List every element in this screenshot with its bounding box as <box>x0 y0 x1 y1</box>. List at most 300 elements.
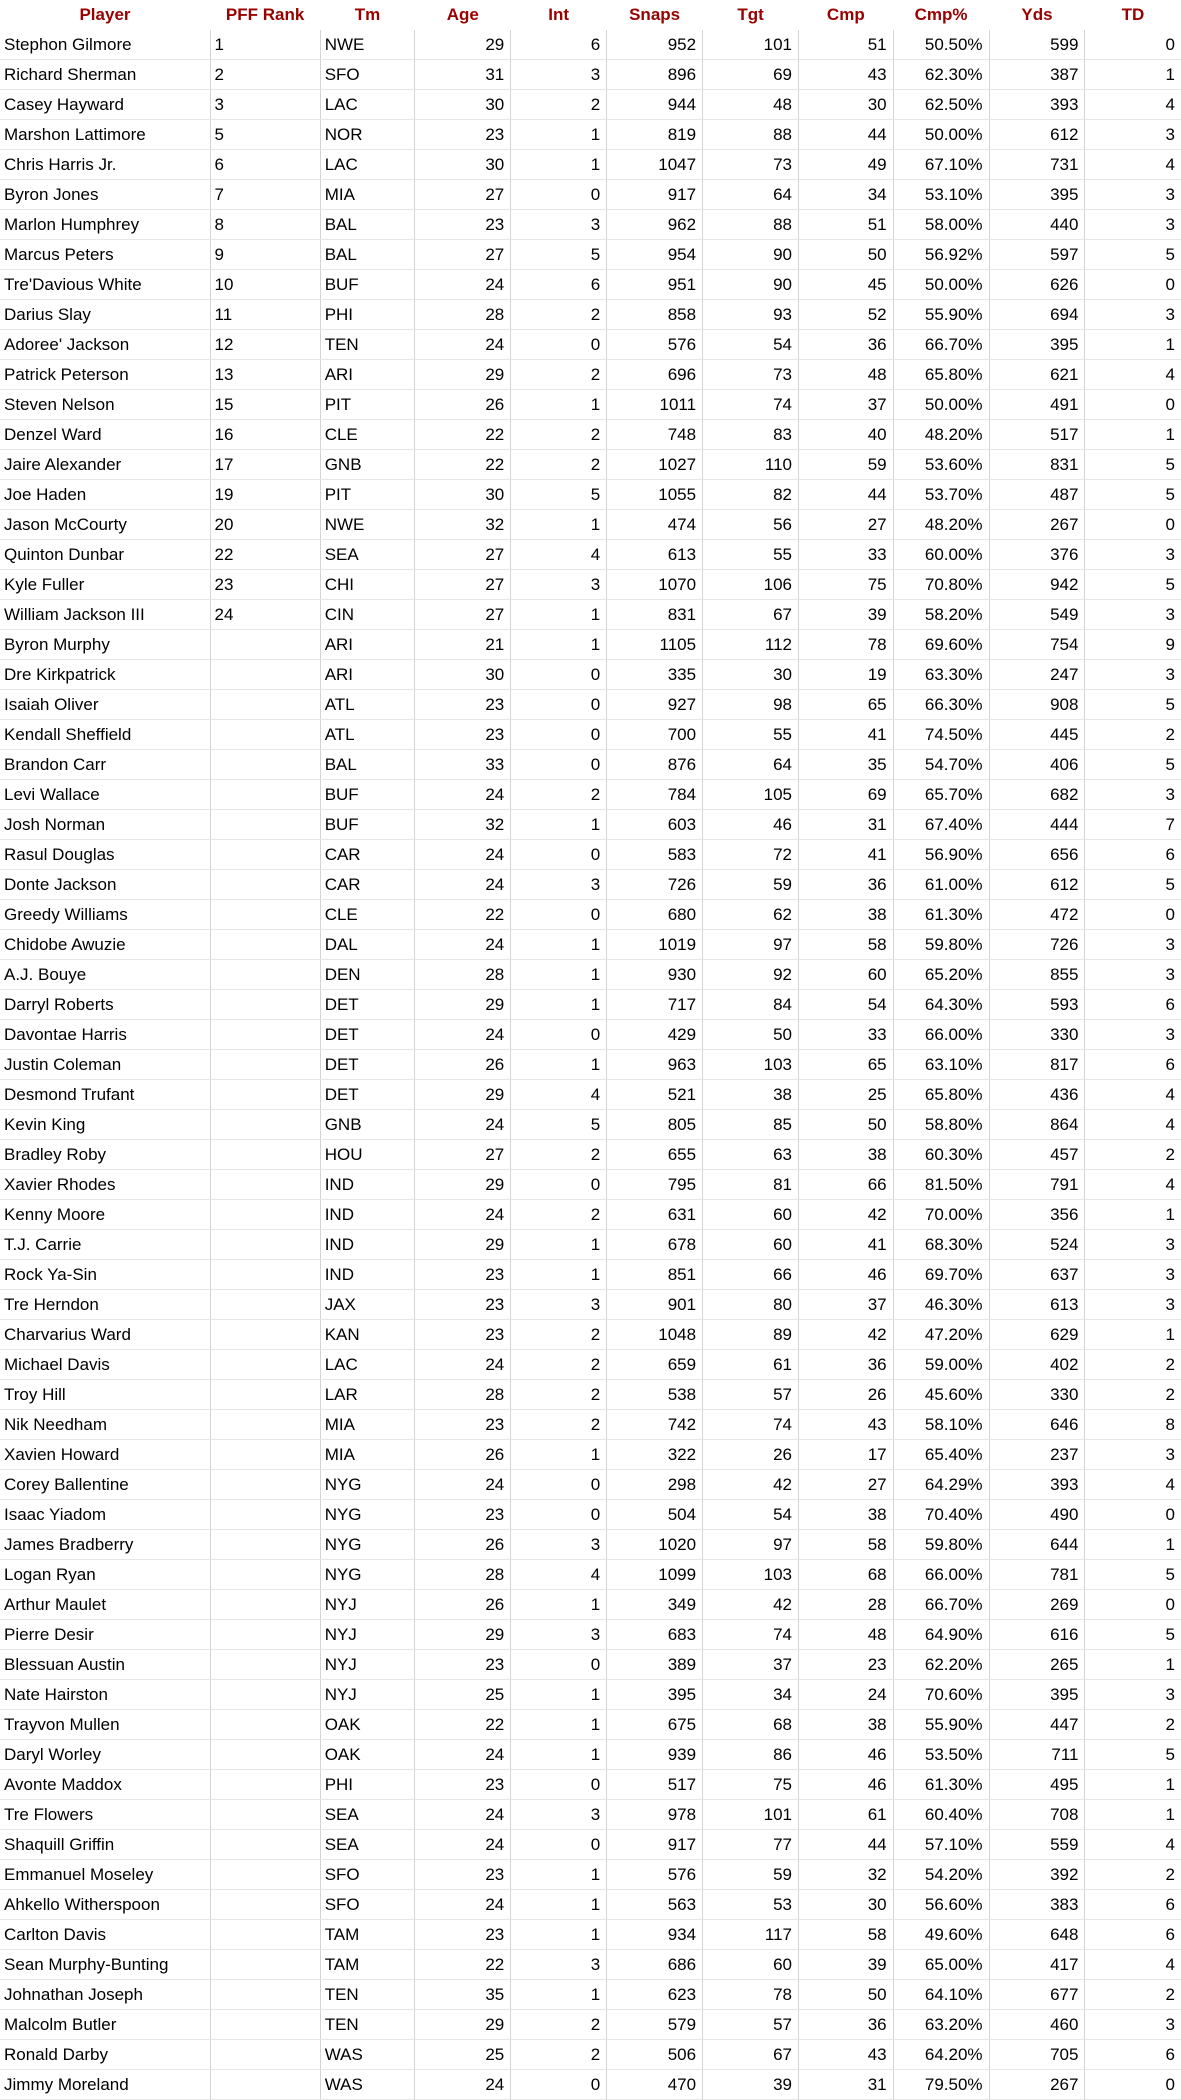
cell-cmp: 45 <box>799 270 894 300</box>
cell-int: 1 <box>511 1860 607 1890</box>
table-header <box>0 0 1181 30</box>
table-row <box>0 1650 1181 1680</box>
cell-cmp-pct: 65.80% <box>893 360 989 390</box>
cell-cmp: 36 <box>799 1350 894 1380</box>
cell-pff-rank <box>210 1410 320 1440</box>
cell-int: 0 <box>511 750 607 780</box>
cell-pff-rank: 9 <box>210 240 320 270</box>
cell-tgt: 90 <box>703 240 799 270</box>
cell-td: 1 <box>1085 1770 1181 1800</box>
cell-td: 2 <box>1085 1380 1181 1410</box>
cell-int: 1 <box>511 630 607 660</box>
cell-cmp-pct: 58.00% <box>893 210 989 240</box>
cell-cmp: 31 <box>799 810 894 840</box>
cell-team: SFO <box>320 60 415 90</box>
cell-tgt: 39 <box>703 2070 799 2100</box>
cell-cmp: 23 <box>799 1650 894 1680</box>
cell-pff-rank <box>210 900 320 930</box>
table-row <box>0 360 1181 390</box>
table-row <box>0 540 1181 570</box>
cell-team: ARI <box>320 660 415 690</box>
cell-age: 26 <box>415 1530 511 1560</box>
cell-snaps: 1055 <box>607 480 703 510</box>
cell-cmp: 48 <box>799 1620 894 1650</box>
cell-pff-rank <box>210 1110 320 1140</box>
cell-snaps: 696 <box>607 360 703 390</box>
cell-player: Shaquill Griffin <box>0 1830 210 1860</box>
cell-tgt: 56 <box>703 510 799 540</box>
cell-td: 6 <box>1085 2040 1181 2070</box>
cell-td: 4 <box>1085 360 1181 390</box>
table-row <box>0 1350 1181 1380</box>
cell-int: 0 <box>511 1470 607 1500</box>
cell-player: Patrick Peterson <box>0 360 210 390</box>
cell-yds: 549 <box>989 600 1085 630</box>
cell-cmp-pct: 74.50% <box>893 720 989 750</box>
cell-pff-rank <box>210 1230 320 1260</box>
cell-player: Isaiah Oliver <box>0 690 210 720</box>
table-row <box>0 1860 1181 1890</box>
cell-snaps: 659 <box>607 1350 703 1380</box>
cell-td: 3 <box>1085 780 1181 810</box>
table-row <box>0 30 1181 60</box>
cell-int: 1 <box>511 1590 607 1620</box>
table-row <box>0 2040 1181 2070</box>
cell-yds: 490 <box>989 1500 1085 1530</box>
cell-cmp: 58 <box>799 930 894 960</box>
cell-age: 29 <box>415 1620 511 1650</box>
cell-int: 2 <box>511 300 607 330</box>
cell-player: Dre Kirkpatrick <box>0 660 210 690</box>
cell-int: 0 <box>511 1020 607 1050</box>
table-row <box>0 2010 1181 2040</box>
cell-team: IND <box>320 1200 415 1230</box>
cell-cmp: 48 <box>799 360 894 390</box>
cell-player: Jimmy Moreland <box>0 2070 210 2100</box>
cell-age: 29 <box>415 1230 511 1260</box>
cell-tgt: 112 <box>703 630 799 660</box>
column-header-team: Tm <box>354 5 381 24</box>
cell-age: 24 <box>415 870 511 900</box>
cell-age: 25 <box>415 1680 511 1710</box>
cell-snaps: 717 <box>607 990 703 1020</box>
cell-int: 2 <box>511 780 607 810</box>
cell-yds: 656 <box>989 840 1085 870</box>
cell-td: 4 <box>1085 150 1181 180</box>
table-row <box>0 420 1181 450</box>
cell-cmp-pct: 63.30% <box>893 660 989 690</box>
cell-player: Davontae Harris <box>0 1020 210 1050</box>
cell-snaps: 678 <box>607 1230 703 1260</box>
cell-cmp: 51 <box>799 210 894 240</box>
cell-cmp-pct: 67.10% <box>893 150 989 180</box>
cell-pff-rank: 7 <box>210 180 320 210</box>
cell-pff-rank: 15 <box>210 390 320 420</box>
cell-player: Avonte Maddox <box>0 1770 210 1800</box>
cell-cmp: 50 <box>799 240 894 270</box>
cell-cmp-pct: 45.60% <box>893 1380 989 1410</box>
cell-player: Nik Needham <box>0 1410 210 1440</box>
cell-cmp: 36 <box>799 330 894 360</box>
cell-tgt: 62 <box>703 900 799 930</box>
cell-int: 1 <box>511 390 607 420</box>
cell-cmp-pct: 63.10% <box>893 1050 989 1080</box>
cell-snaps: 939 <box>607 1740 703 1770</box>
table-row <box>0 930 1181 960</box>
cell-pff-rank <box>210 1590 320 1620</box>
cell-cmp: 41 <box>799 720 894 750</box>
cell-age: 23 <box>415 1410 511 1440</box>
cell-tgt: 88 <box>703 120 799 150</box>
cell-int: 2 <box>511 2010 607 2040</box>
cell-td: 5 <box>1085 750 1181 780</box>
cell-snaps: 675 <box>607 1710 703 1740</box>
cell-yds: 694 <box>989 300 1085 330</box>
cell-pff-rank <box>210 1620 320 1650</box>
table-row <box>0 1890 1181 1920</box>
cell-yds: 559 <box>989 1830 1085 1860</box>
cell-snaps: 1099 <box>607 1560 703 1590</box>
cell-int: 1 <box>511 1890 607 1920</box>
cell-int: 0 <box>511 2070 607 2100</box>
cell-pff-rank <box>210 1980 320 2010</box>
cell-team: MIA <box>320 1410 415 1440</box>
cell-cmp-pct: 50.00% <box>893 120 989 150</box>
cell-player: Marcus Peters <box>0 240 210 270</box>
table-row <box>0 180 1181 210</box>
cell-int: 1 <box>511 510 607 540</box>
cell-player: Charvarius Ward <box>0 1320 210 1350</box>
cell-team: LAC <box>320 150 415 180</box>
cell-pff-rank <box>210 630 320 660</box>
cell-age: 24 <box>415 780 511 810</box>
cell-td: 1 <box>1085 1800 1181 1830</box>
cell-player: T.J. Carrie <box>0 1230 210 1260</box>
cell-team: ATL <box>320 720 415 750</box>
cell-tgt: 69 <box>703 60 799 90</box>
cell-cmp-pct: 54.70% <box>893 750 989 780</box>
cell-int: 0 <box>511 690 607 720</box>
table-row <box>0 630 1181 660</box>
cell-cmp: 65 <box>799 690 894 720</box>
cell-team: PHI <box>320 300 415 330</box>
cell-tgt: 59 <box>703 1860 799 1890</box>
cell-age: 35 <box>415 1980 511 2010</box>
cell-yds: 677 <box>989 1980 1085 2010</box>
cell-cmp: 60 <box>799 960 894 990</box>
cell-pff-rank <box>210 930 320 960</box>
cell-team: DET <box>320 1050 415 1080</box>
cell-td: 0 <box>1085 510 1181 540</box>
cell-tgt: 64 <box>703 180 799 210</box>
cell-yds: 392 <box>989 1860 1085 1890</box>
cell-yds: 406 <box>989 750 1085 780</box>
cell-cmp: 51 <box>799 30 894 60</box>
cell-pff-rank <box>210 1740 320 1770</box>
cell-age: 29 <box>415 1170 511 1200</box>
cell-tgt: 61 <box>703 1350 799 1380</box>
cell-td: 6 <box>1085 990 1181 1020</box>
cell-tgt: 60 <box>703 1230 799 1260</box>
table-row <box>0 1920 1181 1950</box>
table-row <box>0 450 1181 480</box>
cell-snaps: 1020 <box>607 1530 703 1560</box>
cell-cmp: 39 <box>799 600 894 630</box>
cell-snaps: 726 <box>607 870 703 900</box>
cell-cmp: 37 <box>799 1290 894 1320</box>
cell-age: 32 <box>415 810 511 840</box>
cell-age: 26 <box>415 390 511 420</box>
cell-age: 21 <box>415 630 511 660</box>
table-row <box>0 240 1181 270</box>
cell-int: 2 <box>511 420 607 450</box>
cell-snaps: 819 <box>607 120 703 150</box>
cell-pff-rank <box>210 990 320 1020</box>
cell-cmp: 52 <box>799 300 894 330</box>
cell-td: 3 <box>1085 960 1181 990</box>
cell-player: Richard Sherman <box>0 60 210 90</box>
cell-team: LAC <box>320 90 415 120</box>
cell-yds: 621 <box>989 360 1085 390</box>
cell-age: 24 <box>415 840 511 870</box>
table-row <box>0 1140 1181 1170</box>
cell-team: GNB <box>320 450 415 480</box>
cell-int: 3 <box>511 1800 607 1830</box>
cell-tgt: 110 <box>703 450 799 480</box>
cell-int: 0 <box>511 720 607 750</box>
cell-cmp-pct: 70.60% <box>893 1680 989 1710</box>
cell-tgt: 89 <box>703 1320 799 1350</box>
cell-player: Joe Haden <box>0 480 210 510</box>
cell-cmp: 50 <box>799 1110 894 1140</box>
cell-snaps: 683 <box>607 1620 703 1650</box>
cell-int: 1 <box>511 1980 607 2010</box>
cell-cmp-pct: 68.30% <box>893 1230 989 1260</box>
cell-snaps: 429 <box>607 1020 703 1050</box>
cell-player: Bradley Roby <box>0 1140 210 1170</box>
cell-pff-rank: 22 <box>210 540 320 570</box>
cell-pff-rank <box>210 1650 320 1680</box>
cell-cmp: 33 <box>799 540 894 570</box>
cell-team: KAN <box>320 1320 415 1350</box>
cell-int: 1 <box>511 1260 607 1290</box>
cell-cmp-pct: 58.20% <box>893 600 989 630</box>
cell-age: 26 <box>415 1440 511 1470</box>
column-header-td: TD <box>1121 5 1145 24</box>
cell-yds: 417 <box>989 1950 1085 1980</box>
cell-td: 5 <box>1085 1560 1181 1590</box>
cell-tgt: 74 <box>703 1410 799 1440</box>
cell-cmp: 27 <box>799 510 894 540</box>
cell-td: 2 <box>1085 1860 1181 1890</box>
cell-pff-rank <box>210 1680 320 1710</box>
column-header-age: Age <box>446 5 479 24</box>
cell-tgt: 46 <box>703 810 799 840</box>
cell-team: DAL <box>320 930 415 960</box>
table-row <box>0 390 1181 420</box>
cell-age: 23 <box>415 1320 511 1350</box>
cell-tgt: 83 <box>703 420 799 450</box>
cell-tgt: 30 <box>703 660 799 690</box>
cell-tgt: 75 <box>703 1770 799 1800</box>
cell-team: TAM <box>320 1920 415 1950</box>
cell-int: 3 <box>511 570 607 600</box>
table-row <box>0 1440 1181 1470</box>
cell-snaps: 521 <box>607 1080 703 1110</box>
cell-td: 2 <box>1085 1140 1181 1170</box>
cell-player: Trayvon Mullen <box>0 1710 210 1740</box>
cell-age: 31 <box>415 60 511 90</box>
cell-age: 22 <box>415 1710 511 1740</box>
cell-player: Jaire Alexander <box>0 450 210 480</box>
cell-td: 1 <box>1085 60 1181 90</box>
cell-snaps: 858 <box>607 300 703 330</box>
cell-player: Steven Nelson <box>0 390 210 420</box>
cell-pff-rank <box>210 1050 320 1080</box>
cell-pff-rank <box>210 2040 320 2070</box>
cell-td: 0 <box>1085 390 1181 420</box>
table-row <box>0 1170 1181 1200</box>
cell-int: 2 <box>511 1350 607 1380</box>
cell-tgt: 54 <box>703 1500 799 1530</box>
cell-cmp-pct: 59.80% <box>893 1530 989 1560</box>
cell-age: 27 <box>415 540 511 570</box>
cell-yds: 395 <box>989 180 1085 210</box>
cell-tgt: 93 <box>703 300 799 330</box>
cell-age: 26 <box>415 1590 511 1620</box>
cell-player: Carlton Davis <box>0 1920 210 1950</box>
cell-cmp-pct: 70.40% <box>893 1500 989 1530</box>
table-row <box>0 750 1181 780</box>
cell-yds: 612 <box>989 870 1085 900</box>
cell-tgt: 68 <box>703 1710 799 1740</box>
cell-cmp: 58 <box>799 1530 894 1560</box>
cell-cmp: 27 <box>799 1470 894 1500</box>
cell-td: 6 <box>1085 1890 1181 1920</box>
cell-cmp: 58 <box>799 1920 894 1950</box>
cell-td: 9 <box>1085 630 1181 660</box>
cell-pff-rank <box>210 1500 320 1530</box>
cell-age: 27 <box>415 1140 511 1170</box>
cell-player: Josh Norman <box>0 810 210 840</box>
cell-age: 24 <box>415 1200 511 1230</box>
cell-int: 2 <box>511 1380 607 1410</box>
cell-player: Corey Ballentine <box>0 1470 210 1500</box>
cell-cmp: 43 <box>799 1410 894 1440</box>
cell-team: NYJ <box>320 1590 415 1620</box>
cell-cmp: 19 <box>799 660 894 690</box>
cell-yds: 472 <box>989 900 1085 930</box>
cell-cmp-pct: 64.30% <box>893 990 989 1020</box>
cell-snaps: 930 <box>607 960 703 990</box>
cell-cmp-pct: 65.20% <box>893 960 989 990</box>
cell-cmp-pct: 69.70% <box>893 1260 989 1290</box>
cell-tgt: 38 <box>703 1080 799 1110</box>
cell-snaps: 851 <box>607 1260 703 1290</box>
cell-yds: 495 <box>989 1770 1085 1800</box>
cell-player: Casey Hayward <box>0 90 210 120</box>
cell-cmp-pct: 49.60% <box>893 1920 989 1950</box>
cell-cmp: 50 <box>799 1980 894 2010</box>
cell-cmp: 43 <box>799 60 894 90</box>
cell-age: 23 <box>415 720 511 750</box>
cell-cmp-pct: 53.50% <box>893 1740 989 1770</box>
table-row <box>0 1020 1181 1050</box>
cell-player: Logan Ryan <box>0 1560 210 1590</box>
cell-int: 1 <box>511 1680 607 1710</box>
cell-snaps: 623 <box>607 1980 703 2010</box>
cell-snaps: 748 <box>607 420 703 450</box>
cell-age: 28 <box>415 960 511 990</box>
cell-pff-rank <box>210 1200 320 1230</box>
cell-snaps: 631 <box>607 1200 703 1230</box>
table-row <box>0 1770 1181 1800</box>
cell-int: 0 <box>511 660 607 690</box>
cell-cmp-pct: 66.00% <box>893 1020 989 1050</box>
table-row <box>0 990 1181 1020</box>
cell-yds: 626 <box>989 270 1085 300</box>
cell-team: NYG <box>320 1560 415 1590</box>
cell-yds: 330 <box>989 1380 1085 1410</box>
cell-team: NWE <box>320 510 415 540</box>
cell-tgt: 73 <box>703 360 799 390</box>
cell-tgt: 66 <box>703 1260 799 1290</box>
cell-cmp: 68 <box>799 1560 894 1590</box>
cell-player: Daryl Worley <box>0 1740 210 1770</box>
cell-yds: 524 <box>989 1230 1085 1260</box>
cell-tgt: 57 <box>703 2010 799 2040</box>
cell-td: 2 <box>1085 1710 1181 1740</box>
cell-player: Xavien Howard <box>0 1440 210 1470</box>
cell-td: 0 <box>1085 1500 1181 1530</box>
cell-tgt: 37 <box>703 1650 799 1680</box>
cell-cmp: 42 <box>799 1320 894 1350</box>
cell-snaps: 917 <box>607 1830 703 1860</box>
cell-pff-rank <box>210 960 320 990</box>
cell-team: LAR <box>320 1380 415 1410</box>
cell-cmp-pct: 63.20% <box>893 2010 989 2040</box>
cell-yds: 817 <box>989 1050 1085 1080</box>
cell-cmp-pct: 70.80% <box>893 570 989 600</box>
cell-team: TEN <box>320 1980 415 2010</box>
cell-player: Sean Murphy-Bunting <box>0 1950 210 1980</box>
cell-td: 3 <box>1085 1230 1181 1260</box>
cell-snaps: 389 <box>607 1650 703 1680</box>
cell-age: 22 <box>415 900 511 930</box>
cell-cmp-pct: 56.90% <box>893 840 989 870</box>
cell-snaps: 952 <box>607 30 703 60</box>
cell-td: 1 <box>1085 330 1181 360</box>
cell-snaps: 1019 <box>607 930 703 960</box>
cell-yds: 637 <box>989 1260 1085 1290</box>
cell-age: 29 <box>415 990 511 1020</box>
cell-td: 3 <box>1085 210 1181 240</box>
cell-team: NWE <box>320 30 415 60</box>
cell-player: Rasul Douglas <box>0 840 210 870</box>
cell-age: 23 <box>415 1860 511 1890</box>
cell-yds: 708 <box>989 1800 1085 1830</box>
cell-tgt: 42 <box>703 1590 799 1620</box>
cell-yds: 447 <box>989 1710 1085 1740</box>
cell-pff-rank <box>210 1020 320 1050</box>
cell-cmp-pct: 59.80% <box>893 930 989 960</box>
cell-int: 4 <box>511 1080 607 1110</box>
cell-td: 0 <box>1085 270 1181 300</box>
cell-pff-rank: 13 <box>210 360 320 390</box>
cell-age: 27 <box>415 570 511 600</box>
cell-player: Blessuan Austin <box>0 1650 210 1680</box>
cell-cmp-pct: 62.30% <box>893 60 989 90</box>
